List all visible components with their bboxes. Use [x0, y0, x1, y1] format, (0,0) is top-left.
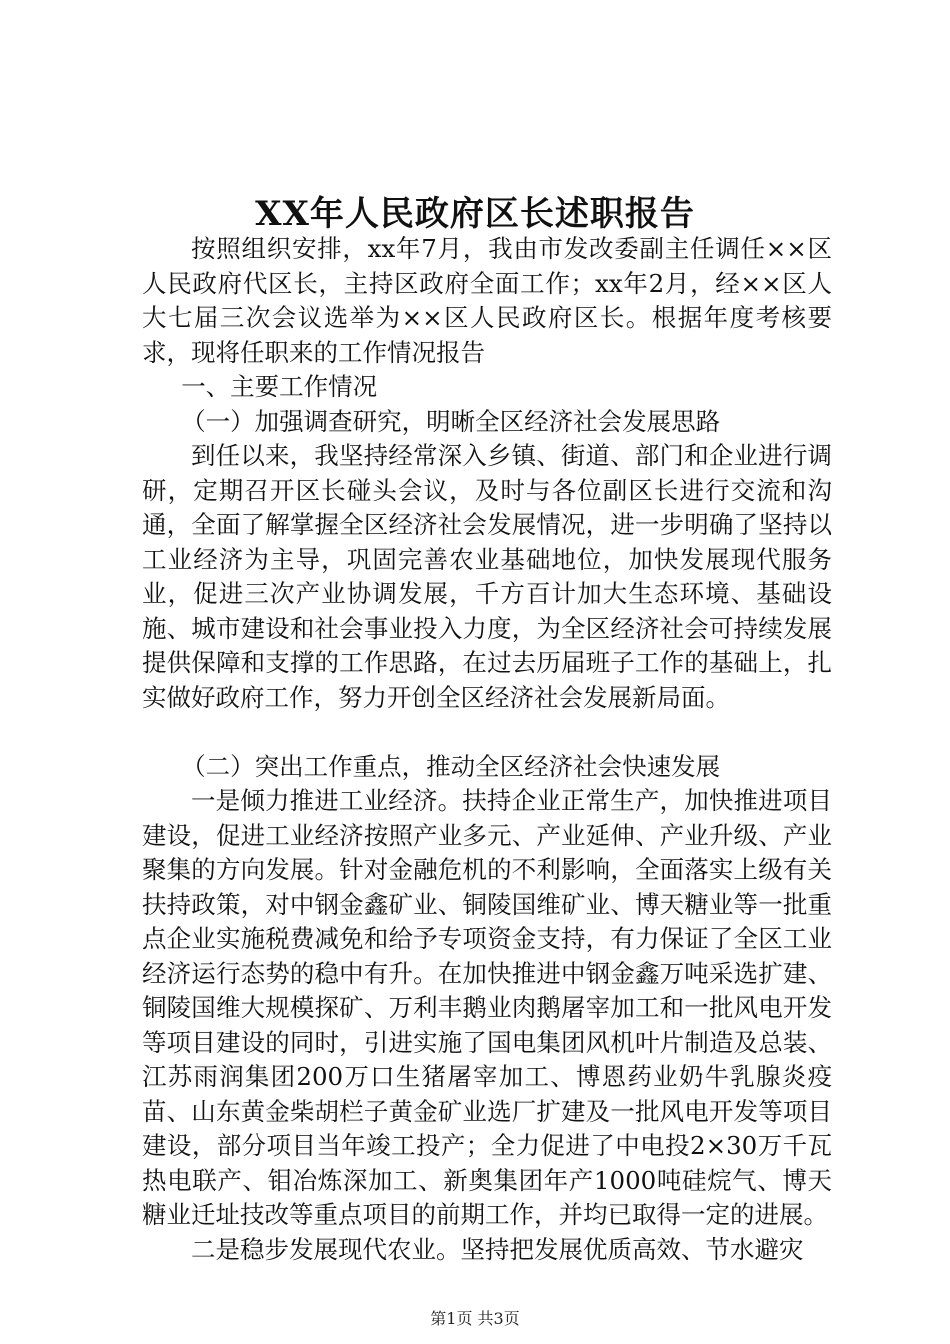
body-paragraph-research: 到任以来，我坚持经常深入乡镇、街道、部门和企业进行调研，定期召开区长碰头会议，及时与各位副区长进行交流和沟通，全面了解掌握全区经济社会发展情况，进一步明确了坚持以工业经济为主导，巩固完善农业基础地位，加快发展现代服务业，促进三次产业协调发展，千方百计加大生态环境、基础设施、城市建设和社会事业投入力度，为全区经济社会可持续发展提供保障和支撑的工作思路，在过去历届班子工作的基础上，扎实做好政府工作，努力开创全区经济社会发展新局面。	[142, 441, 832, 712]
section-heading-main-work: 一、主要工作情况	[181, 372, 378, 401]
subsection-heading-1: （一）加强调查研究，明晰全区经济社会发展思路	[181, 406, 721, 436]
subsection-heading-2: （二）突出工作重点，推动全区经济社会快速发展	[181, 751, 721, 781]
body-paragraph-industry: 一是倾力推进工业经济。扶持企业正常生产，加快推进项目建设，促进工业经济按照产业多元、产业延伸、产业升级、产业聚集的方向发展。针对金融危机的不利影响，全面落实上级有关扶持政策，对中钢金鑫矿业、铜陵国维矿业、博天糖业等一批重点企业实施税费减免和给予专项资金支持，有力保证了全区工业经济运行态势的稳中有升。在加快推进中钢金鑫万吨采选扩建、铜陵国维大规模探矿、万利丰鹅业肉鹅屠宰加工和一批风电开发等项目建设的同时，引进实施了国电集团风机叶片制造及总装、江苏雨润集团200万口生猪屠宰加工、博恩药业奶牛乳腺炎疫苗、山东黄金柴胡栏子黄金矿业选厂扩建及一批风电开发等项目建设，部分项目当年竣工投产；全力促进了中电投2×30万千瓦热电联产、钼冶炼深加工、新奥集团年产1000吨硅烷气、博天糖业迁址技改等重点项目的前期工作，并均已取得一定的进展。	[142, 786, 832, 1229]
body-paragraph-agriculture: 二是稳步发展现代农业。坚持把发展优质高效、节水避灾	[191, 1234, 804, 1264]
document-title: XX年人民政府区长述职报告	[255, 194, 695, 234]
page-number-footer: 第1页 共3页	[430, 1309, 520, 1328]
document-body	[142, 232, 832, 1267]
intro-paragraph: 按照组织安排，xx年7月，我由市发改委副主任调任××区人民政府代区长，主持区政府全面工作；xx年2月，经××区人大七届三次会议选举为××区人民政府区长。根据年度考核要求，现将任职来的工作情况报告	[142, 234, 832, 367]
